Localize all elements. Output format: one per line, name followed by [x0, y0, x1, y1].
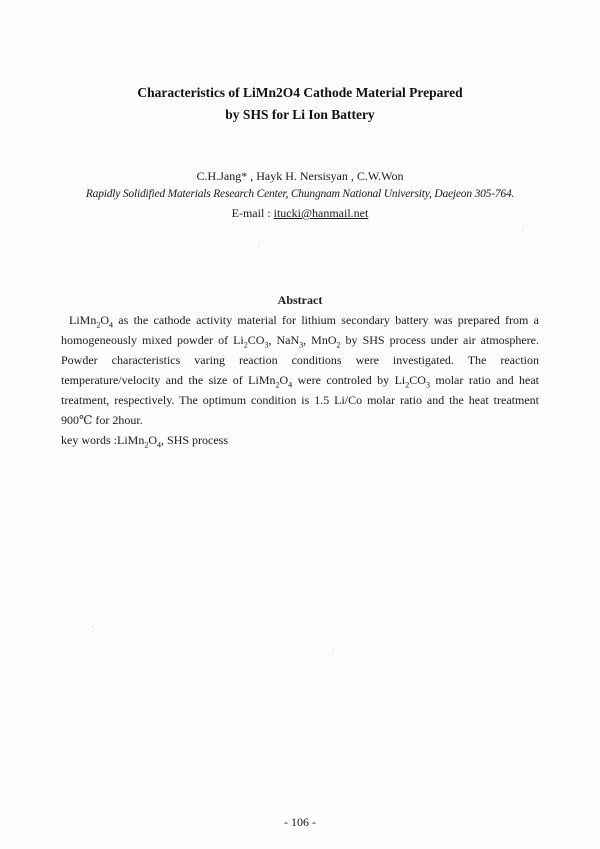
author-list: C.H.Jang* , Hayk H. Nersisyan , C.W.Won: [196, 169, 404, 183]
subscript: 2: [405, 380, 410, 390]
scan-speck: [333, 650, 334, 651]
subscript: 2: [243, 340, 248, 350]
keywords-line: [61, 432, 228, 448]
subscript: 2: [96, 320, 101, 330]
abstract-text: O: [100, 313, 110, 327]
subscript: 3: [299, 340, 304, 350]
email-address: itucki@hanmail.net: [273, 206, 369, 220]
subscript: 4: [109, 320, 114, 330]
title-line-2: by SHS for Li Ion Battery: [225, 107, 375, 122]
scan-speck: [522, 229, 523, 230]
abstract-text: O: [279, 373, 289, 387]
keywords-label: key words :: [61, 433, 117, 447]
abstract-text: LiMn: [69, 313, 97, 327]
scan-speck: [258, 245, 259, 246]
abstract-heading: Abstract: [277, 293, 323, 307]
abstract-text: by SHS process under air atmosphere. Powder characteristics varing reaction conditions were investigated. The reaction temperature/velocity and the size of LiMn: [61, 333, 539, 387]
abstract-text: CO: [247, 333, 265, 347]
subscript: 3: [264, 340, 269, 350]
scan-speck: [92, 626, 93, 627]
abstract-text: , MnO: [303, 333, 337, 347]
abstract-body: [61, 310, 539, 430]
subscript: 3: [425, 380, 430, 390]
subscript: 2: [144, 440, 149, 450]
page-number: - 106 -: [284, 815, 316, 829]
affiliation: Rapidly Solidified Materials Research Center, Chungnam National University, Daejeon 305-764.: [85, 188, 515, 200]
keyword: LiMn: [117, 433, 145, 447]
abstract-text: molar ratio and heat treatment, respectively. The optimum condition is 1.5 Li/Co molar ratio and the heat treatment 900℃ for 2hour.: [61, 373, 540, 427]
title-line-1: Characteristics of LiMn2O4 Cathode Material Prepared: [137, 85, 463, 100]
paper-title: [40, 82, 560, 126]
abstract-text: as the cathode activity material for lithium secondary battery was prepared from a homogeneously mixed powder of Li: [61, 313, 539, 347]
subscript: 2: [275, 380, 280, 390]
keyword: , SHS process: [161, 433, 229, 447]
abstract-text: CO: [409, 373, 426, 387]
subscript: 4: [288, 380, 293, 390]
email-label: E-mail :: [231, 206, 274, 220]
subscript: 2: [336, 340, 341, 350]
email-line: [40, 206, 560, 221]
subscript: 4: [157, 440, 162, 450]
abstract-text: were controled by Li: [292, 373, 406, 387]
keyword: O: [148, 433, 158, 447]
abstract-text: , NaN: [268, 333, 300, 347]
